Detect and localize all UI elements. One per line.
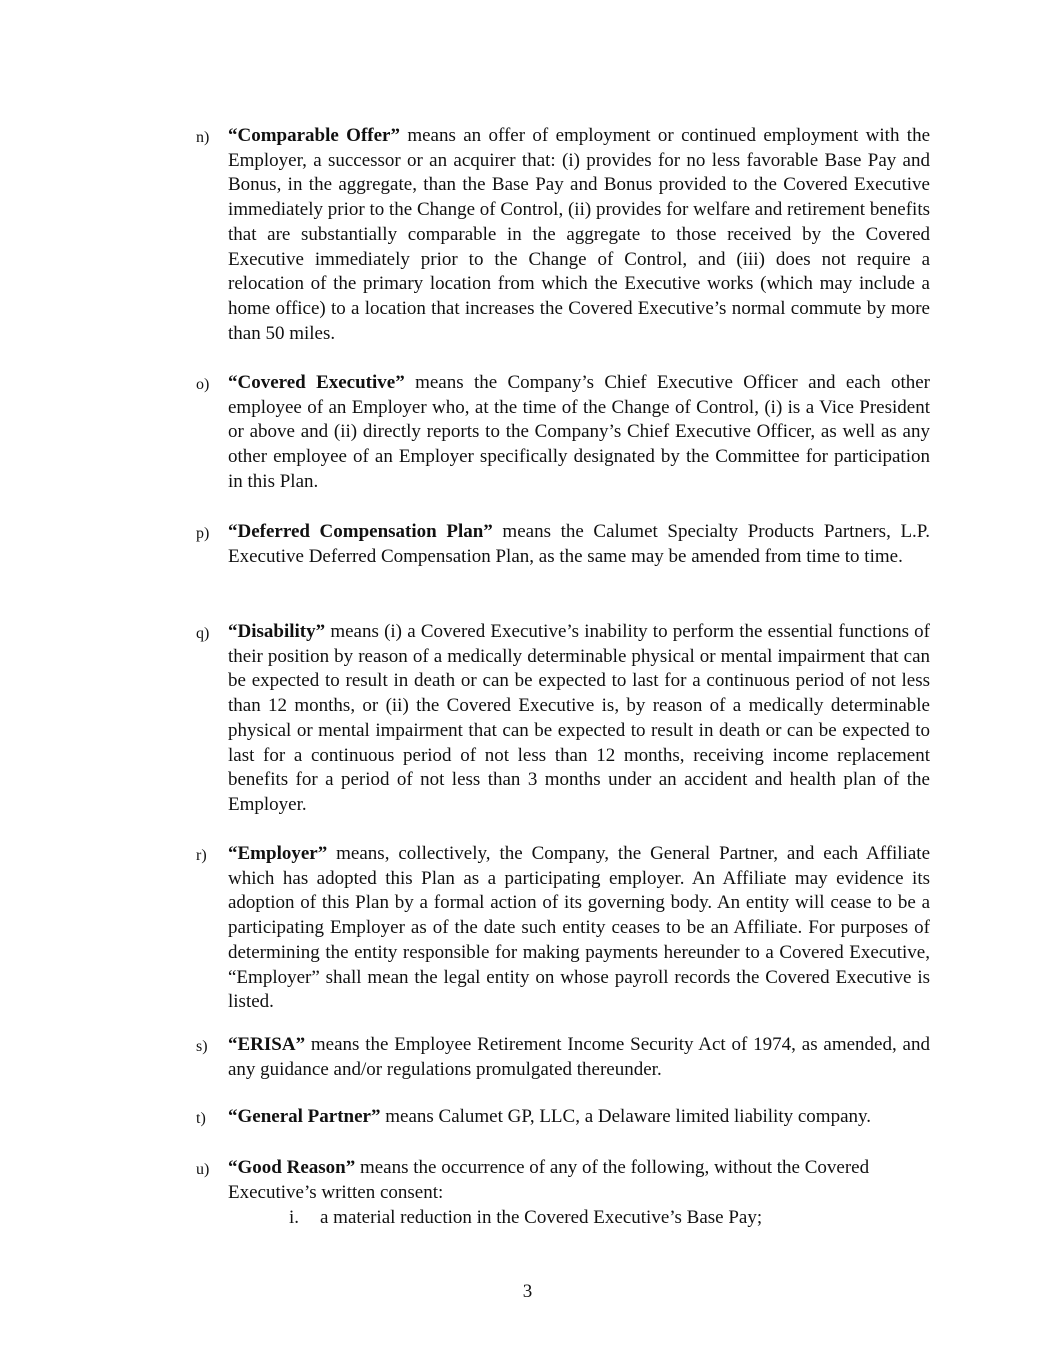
list-marker: t) — [196, 1110, 206, 1127]
definition-text: means, collectively, the Company, the General Partner, and each Affiliate which has adopted this Plan as a participating employer. An Affiliate may evidence its adoption of this Plan by a formal action of its governing body. An entity will cease to be a participating Employer as of the date such entity ceases to be an Affiliate. For purposes of determining the entity responsible for making payments hereunder to a Covered Executive, “Employer” shall mean the legal entity on whose payroll records the Covered Executive is listed. — [228, 843, 930, 1013]
defined-term: “Comparable Offer” — [228, 125, 400, 146]
defined-term: “Covered Executive” — [228, 372, 405, 393]
list-marker: o) — [196, 376, 210, 393]
list-marker: s) — [196, 1038, 208, 1055]
definition-paragraph — [228, 620, 930, 818]
definition-paragraph — [228, 1105, 930, 1130]
definition-good-reason — [196, 1156, 930, 1205]
definition-comparable-offer — [196, 124, 930, 346]
subitem-marker: i. — [289, 1207, 300, 1228]
definition-paragraph — [228, 842, 930, 1015]
definition-text: means the Company’s Chief Executive Officer and each other employee of an Employer who, at the time of the Change of Control, (i) is a Vice President or above and (ii) directly reports to the Company’s Chief Executive Officer, as well as any other employee of an Employer specifically designated by the Committee for participation in this Plan. — [228, 372, 931, 492]
list-marker: p) — [196, 525, 210, 542]
list-marker: r) — [196, 847, 207, 864]
definition-text: means an offer of employment or continued employment with the Employer, a successor or an acquirer that: (i) provides for no less favorable Base Pay and Bonus, in the aggregate, than the Base Pay and Bonus provided to the Covered Executive immediately prior to the Change of Control, (ii) provides for welfare and retirement benefits that are substantially comparable in the aggregate to those received by the Covered Executive immediately prior to the Change of Control, and (iii) does not require a relocation of the primary location from which the Executive works (which may include a home office) to a location that increases the Covered Executive’s normal commute by more than 50 miles. — [228, 125, 930, 344]
definition-text: means Calumet GP, LLC, a Delaware limited liability company. — [380, 1106, 872, 1127]
definition-text: means the Calumet Specialty Products Partners, L.P. Executive Deferred Compensation Plan, as the same may be amended from time to time. — [228, 521, 931, 567]
defined-term: “Disability” — [228, 621, 326, 642]
defined-term: “General Partner” — [228, 1106, 381, 1127]
definition-erisa — [196, 1033, 930, 1082]
list-marker: n) — [196, 129, 210, 146]
good-reason-subitem-i — [289, 1206, 929, 1231]
definition-paragraph — [228, 1156, 930, 1205]
defined-term: “Employer” — [228, 843, 328, 864]
definition-employer — [196, 842, 930, 1015]
definition-text: means the occurrence of any of the following, without the Covered Executive’s written consent: — [228, 1157, 870, 1203]
definition-text: means (i) a Covered Executive’s inability to perform the essential functions of their position by reason of a medically determinable physical or mental impairment that can be expected to result in death or can be expected to last for a continuous period of not less than 12 months, or (ii) the Covered Executive is, by reason of a medically determinable physical or mental impairment that can be expected to result in death or can be expected to last for a continuous period of not less than 12 months, receiving income replacement benefits for a period of not less than 3 months under an accident and health plan of the Employer. — [228, 621, 930, 815]
definition-paragraph — [228, 1033, 930, 1082]
definition-disability — [196, 620, 930, 818]
definition-deferred-compensation-plan — [196, 520, 930, 569]
defined-term: “Deferred Compensation Plan” — [228, 521, 493, 542]
page-number: 3 — [522, 1281, 533, 1302]
defined-term: “ERISA” — [228, 1034, 306, 1055]
list-marker: q) — [196, 625, 210, 642]
definition-paragraph — [228, 520, 930, 569]
subitem-text: a material reduction in the Covered Executive’s Base Pay; — [320, 1207, 763, 1228]
definition-general-partner — [196, 1105, 930, 1130]
defined-term: “Good Reason” — [228, 1157, 356, 1178]
definition-text: means the Employee Retirement Income Security Act of 1974, as amended, and any guidance and/or regulations promulgated thereunder. — [228, 1034, 930, 1080]
list-marker: u) — [196, 1161, 210, 1178]
definition-covered-executive — [196, 371, 930, 495]
definition-paragraph — [228, 124, 930, 346]
definition-paragraph — [228, 371, 930, 495]
